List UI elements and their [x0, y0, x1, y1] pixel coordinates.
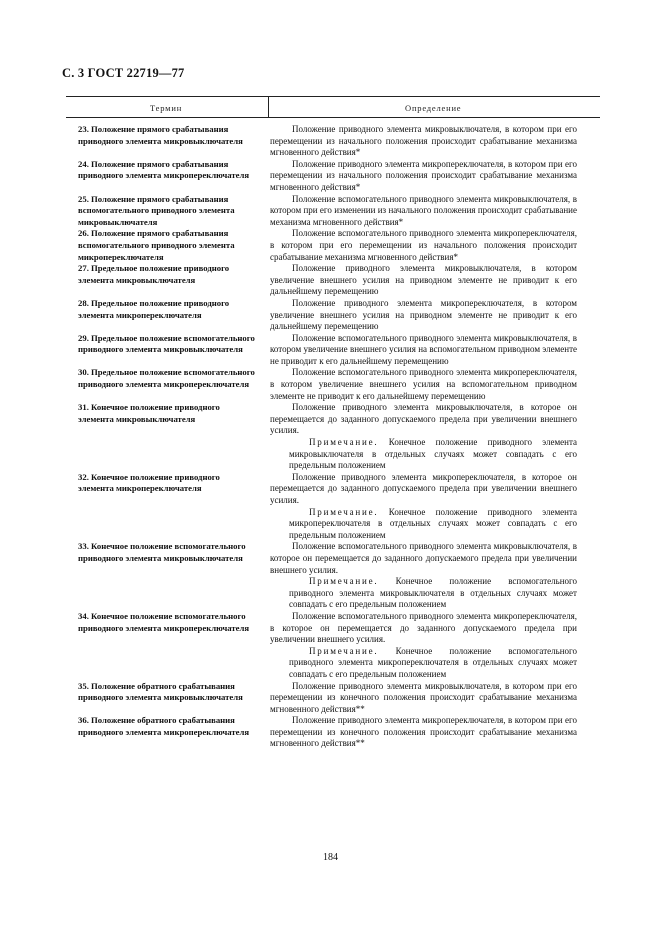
term-cell	[78, 367, 255, 390]
term-number: 25.	[78, 193, 89, 204]
term-cell	[78, 681, 255, 704]
term-number: 30.	[78, 367, 89, 378]
column-header-term: Термин	[150, 103, 183, 113]
term-cell	[78, 402, 255, 425]
table-row	[0, 263, 661, 298]
definition-text: Положение приводного элемента микропереключателя, в котором при его перемещении из начального положения происходит срабатывание механизма мгновенного действия*	[270, 158, 577, 192]
term-cell	[78, 715, 255, 738]
definition-note	[270, 507, 577, 542]
term-cell	[78, 263, 255, 286]
table-top-rule	[66, 96, 600, 97]
term-cell	[78, 333, 255, 356]
term-text: Предельное положение приводного элемента микровыключателя	[78, 263, 230, 285]
table-row	[0, 681, 661, 716]
term-number: 24.	[78, 158, 89, 169]
definition-cell	[270, 124, 577, 159]
table-row	[0, 541, 661, 611]
definition-cell	[270, 367, 577, 402]
term-text: Предельное положение вспомогательного приводного элемента микровыключателя	[78, 332, 255, 355]
definition-text: Положение вспомогательного приводного элемента микровыключателя, в котором увеличение внешнего усилия на вспомогательном приводном элементе не приводит к его дальнейшему перемещению	[270, 332, 577, 366]
term-cell	[78, 159, 255, 182]
term-cell	[78, 611, 255, 634]
definition-text: Положение приводного элемента микропереключателя, в котором при его перемещении из конечного положения происходит срабатывание механизма мгновенного действия**	[270, 715, 577, 749]
table-row	[0, 611, 661, 681]
definition-text: Положение приводного элемента микропереключателя, в которое он перемещается до заданного допускаемого предела при увеличении внешнего усилия.	[270, 471, 577, 505]
definition-cell	[270, 298, 577, 333]
definition-cell	[270, 715, 577, 750]
term-number: 34.	[78, 610, 89, 621]
term-text: Положение прямого срабатывания вспомогательного приводного элемента микровыключателя	[78, 193, 235, 227]
term-text: Предельное положение вспомогательного приводного элемента микропереключателя	[78, 367, 255, 390]
definition-cell	[270, 228, 577, 263]
term-cell	[78, 228, 255, 263]
term-number: 26.	[78, 228, 89, 239]
term-number: 35.	[78, 680, 89, 691]
column-divider	[268, 97, 269, 117]
term-text: Положение обратного срабатывания приводного элемента микровыключателя	[78, 680, 243, 703]
term-number: 33.	[78, 541, 89, 552]
term-text: Конечное положение вспомогательного приводного элемента микровыключателя	[78, 541, 246, 563]
term-number: 32.	[78, 471, 89, 482]
term-number: 23.	[78, 124, 89, 134]
term-number: 31.	[78, 402, 89, 413]
term-cell	[78, 541, 255, 564]
note-text: Конечное положение приводного элемента микровыключателя в отдельных случаях может совпадать с его предельным положением	[289, 437, 578, 471]
note-label: Примечание.	[309, 506, 379, 517]
definition-cell	[270, 263, 577, 298]
definition-text: Положение вспомогательного приводного элемента микропереключателя, в котором при его перемещении из начального положения происходит срабатывание механизма мгновенного действия*	[270, 228, 577, 262]
definition-cell	[270, 159, 577, 194]
note-label: Примечание.	[309, 437, 379, 448]
definition-text: Положение приводного элемента микровыключателя, в котором увеличение внешнего усилия на приводном элементе не приводит к его дальнейшему перемещению	[270, 263, 577, 297]
table-row	[0, 333, 661, 368]
term-text: Положение прямого срабатывания вспомогательного приводного элемента микропереключателя	[78, 228, 235, 262]
term-text: Предельное положение приводного элемента микропереключателя	[78, 297, 230, 320]
term-cell	[78, 472, 255, 495]
term-text: Положение прямого срабатывания приводного элемента микровыключателя	[78, 124, 243, 146]
terms-table	[0, 124, 661, 750]
term-number: 27.	[78, 263, 89, 274]
definition-text: Положение приводного элемента микровыключателя, в котором при его перемещении из конечного положения происходит срабатывание механизма мгновенного действия**	[270, 680, 577, 714]
note-text: Конечное положение вспомогательного приводного элемента микровыключателя в отдельных случаях может совпадать с его предельным положением	[289, 576, 577, 610]
note-label: Примечание.	[309, 576, 379, 587]
definition-cell	[270, 402, 577, 472]
table-row	[0, 715, 661, 750]
definition-cell	[270, 681, 577, 716]
term-cell	[78, 194, 255, 229]
table-row	[0, 402, 661, 472]
term-cell	[78, 298, 255, 321]
definition-text: Положение приводного элемента микровыключателя, в которое он перемещается до заданного допускаемого предела при увеличении внешнего усилия.	[270, 402, 577, 436]
table-row	[0, 159, 661, 194]
column-header-definition: Определение	[405, 103, 462, 113]
definition-text: Положение вспомогательного приводного элемента микропереключателя, в котором увеличение внешнего усилия на вспомогательном приводном элементе не приводит к его дальнейшему перемещению	[270, 367, 577, 401]
term-text: Положение прямого срабатывания приводного элемента микропереключателя	[78, 158, 250, 181]
table-row	[0, 228, 661, 263]
table-row	[0, 298, 661, 333]
table-row	[0, 367, 661, 402]
definition-cell	[270, 194, 577, 229]
definition-cell	[270, 541, 577, 611]
term-text: Положение обратного срабатывания приводного элемента микропереключателя	[78, 715, 250, 737]
definition-note	[270, 646, 577, 681]
note-text: Конечное положение вспомогательного приводного элемента микропереключателя в отдельных случаях может совпадать с его предельным положением	[289, 645, 577, 679]
definition-text: Положение приводного элемента микровыключателя, в котором при его перемещении из начального положения происходит срабатывание механизма мгновенного действия*	[270, 124, 577, 158]
table-row	[0, 472, 661, 542]
term-number: 36.	[78, 715, 89, 726]
table-row	[0, 194, 661, 229]
definition-note	[270, 576, 577, 611]
note-label: Примечание.	[309, 645, 379, 656]
definition-text: Положение вспомогательного приводного элемента микровыключателя, в которое он перемещается до заданного допускаемого предела при увеличении внешнего усилия.	[270, 541, 577, 575]
table-header-rule	[66, 117, 600, 118]
definition-text: Положение вспомогательного приводного элемента микропереключателя, в которое он перемещается до заданного допускаемого предела при увеличении внешнего усилия.	[270, 610, 577, 645]
page-number: 184	[323, 852, 338, 863]
definition-text: Положение вспомогательного приводного элемента микровыключателя, в котором при его изменении из начального положения происходит срабатывание механизма мгновенного действия*	[270, 193, 577, 227]
term-cell	[78, 124, 255, 147]
note-text: Конечное положение приводного элемента микропереключателя в отдельных случаях может совпадать с его предельным положением	[289, 506, 578, 540]
definition-cell	[270, 333, 577, 368]
definition-cell	[270, 472, 577, 542]
term-number: 29.	[78, 332, 89, 343]
term-text: Конечное положение приводного элемента микровыключателя	[78, 402, 220, 424]
page-header: С. 3 ГОСТ 22719—77	[62, 66, 185, 80]
term-text: Конечное положение вспомогательного приводного элемента микропереключателя	[78, 610, 250, 633]
term-text: Конечное положение приводного элемента микропереключателя	[78, 471, 220, 494]
table-row	[0, 124, 661, 159]
definition-text: Положение приводного элемента микропереключателя, в котором увеличение внешнего усилия на приводном элементе не приводит к его дальнейшему перемещению	[270, 297, 577, 332]
definition-note	[270, 437, 577, 472]
definition-cell	[270, 611, 577, 681]
term-number: 28.	[78, 297, 89, 308]
